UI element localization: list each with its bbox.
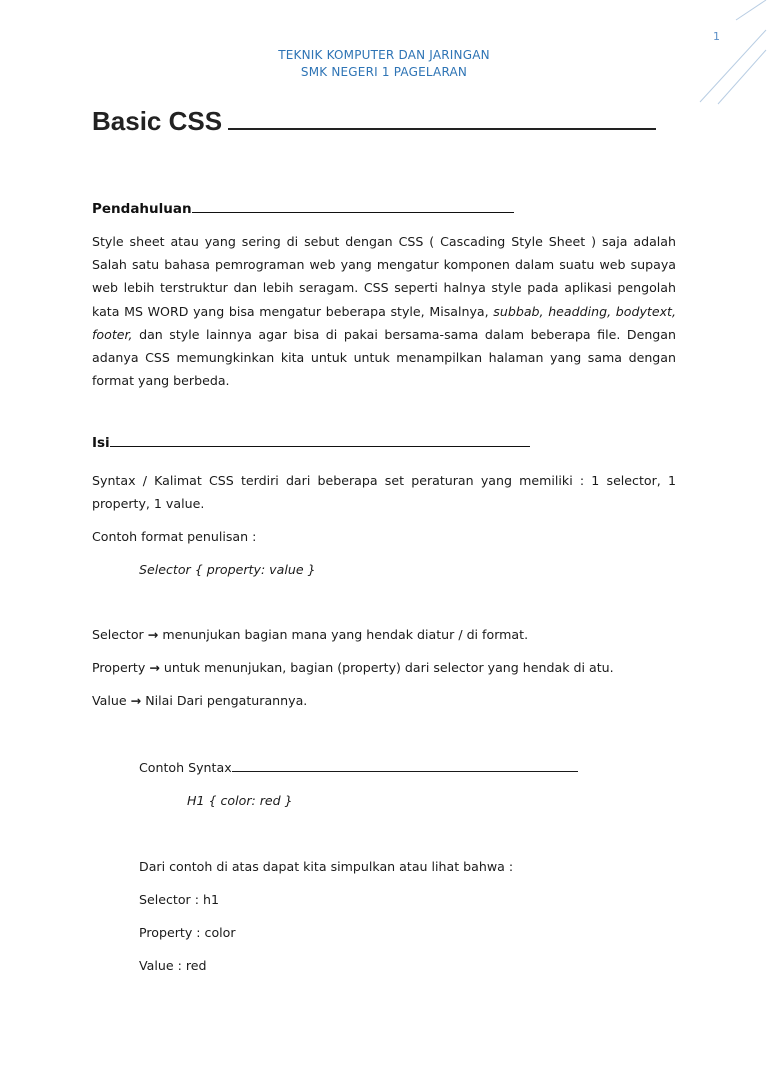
pendahuluan-heading-text: Pendahuluan — [92, 201, 192, 217]
header-school-program: TEKNIK KOMPUTER DAN JARINGAN — [278, 48, 490, 62]
page-title — [92, 106, 656, 137]
section-heading-pendahuluan — [92, 201, 514, 217]
pendahuluan-heading-underline — [192, 212, 514, 214]
code-example: H1 { color: red } — [187, 793, 293, 808]
property-term: Property — [92, 660, 146, 675]
contoh-syntax-text: Contoh Syntax — [139, 760, 232, 775]
section-heading-isi — [92, 435, 530, 451]
value-term: Value — [92, 693, 127, 708]
arrow-right-icon: → — [130, 693, 142, 708]
value-definition — [92, 693, 307, 708]
selector-term: Selector — [92, 627, 144, 642]
contoh-syntax-heading — [139, 760, 578, 775]
page-number: 1 — [713, 30, 720, 43]
property-description: untuk menunjukan, bagian (property) dari selector yang hendak di atu. — [163, 660, 614, 675]
conclusion-text: Dari contoh di atas dapat kita simpulkan atau lihat bahwa : — [139, 859, 514, 874]
pendahuluan-paragraph-italic: subbab, headding, bodytext, footer, — [92, 303, 676, 342]
format-example: Selector { property: value } — [139, 562, 316, 577]
isi-heading-text: Isi — [92, 435, 110, 451]
pendahuluan-paragraph-start: Style sheet atau yang sering di sebut dengan CSS ( Cascading Style Sheet ) saja adalah Salah satu bahasa pemrograman web yang mengatur komponen dalam suatu web supaya web lebih terstruktur dan lebih seragam. CSS seperti halnya style pada aplikasi pengolah kata MS WORD yang bisa mengatur beberapa style, Misalnya, — [92, 234, 676, 319]
title-underline — [228, 128, 656, 130]
contoh-format-label: Contoh format penulisan : — [92, 529, 257, 544]
selector-result: Selector : h1 — [139, 892, 219, 907]
isi-heading-underline — [110, 446, 530, 448]
value-description: Nilai Dari pengaturannya. — [145, 693, 308, 708]
contoh-syntax-underline — [232, 771, 578, 772]
value-result: Value : red — [139, 958, 207, 973]
selector-definition — [92, 627, 528, 642]
property-result: Property : color — [139, 925, 236, 940]
arrow-right-icon: → — [147, 627, 159, 642]
property-definition — [92, 660, 614, 675]
page-title-text: Basic CSS — [92, 106, 223, 136]
pendahuluan-paragraph — [92, 230, 676, 392]
selector-description: menunjukan bagian mana yang hendak diatur / di format. — [162, 627, 529, 642]
header-school-name: SMK NEGERI 1 PAGELARAN — [300, 65, 468, 79]
isi-syntax-paragraph: Syntax / Kalimat CSS terdiri dari beberapa set peraturan yang memiliki : 1 selector, 1 property, 1 value. — [92, 473, 676, 512]
arrow-right-icon: → — [149, 660, 160, 675]
pendahuluan-paragraph-end: dan style lainnya agar bisa di pakai bersama-sama dalam beberapa file. Dengan adanya CSS memungkinkan kita untuk untuk menampilkan halaman yang sama dengan format yang berbeda. — [92, 326, 676, 389]
document-header — [0, 47, 768, 81]
